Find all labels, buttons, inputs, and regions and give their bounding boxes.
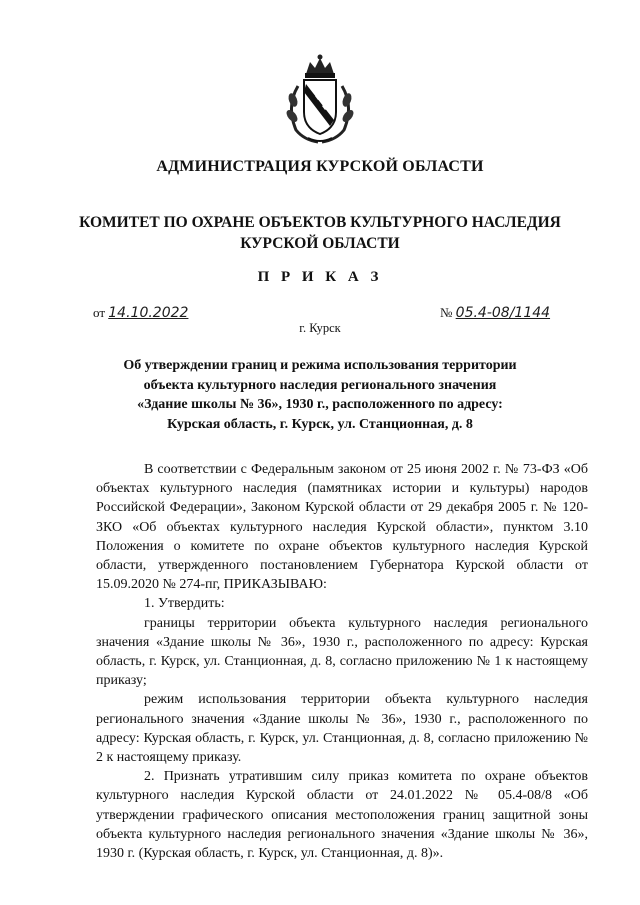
body-paragraph: 1. Утвердить: (144, 596, 225, 612)
order-subject (0, 356, 640, 434)
body-paragraph: границы территории объекта культурного наследия регионального значения «Здание школы № 36», 1930 г., расположенного по адресу: Курская область, г. Курск, ул. Станционная, д. 8, согласно приложению № 1 к настоящему приказу; (96, 615, 588, 689)
subject-line3: «Здание школы № 36», 1930 г., расположенного по адресу: (137, 397, 503, 412)
subject-line2: объекта культурного наследия регионального значения (143, 377, 497, 393)
committee-title-line2: КУРСКОЙ ОБЛАСТИ (240, 235, 400, 252)
administration-title: АДМИНИСТРАЦИЯ КУРСКОЙ ОБЛАСТИ (156, 158, 484, 175)
order-date (93, 305, 188, 321)
document-type: П Р И К А З (257, 269, 383, 285)
order-body (96, 460, 588, 863)
body-paragraph: 2. Признать утратившим силу приказ комитета по охране объектов культурного наследия Курской области от 24.01.2022 № 05.4-08/8 «Об утверждении графического описания местоположения границ защитной зоны объекта культурного наследия регионального значения «Здание школы № 36», 1930 г. (Курская область, г. Курск, ул. Станционная, д. 8)». (96, 769, 588, 862)
kursk-coat-of-arms-icon (282, 52, 358, 144)
committee-title (0, 212, 640, 254)
date-prefix: от (93, 305, 106, 320)
committee-title-line1: КОМИТЕТ ПО ОХРАНЕ ОБЪЕКТОВ КУЛЬТУРНОГО НАСЛЕДИЯ (79, 214, 561, 231)
order-number (440, 305, 550, 321)
subject-line4: Курская область, г. Курск, ул. Станционная, д. 8 (167, 416, 473, 432)
body-paragraph: В соответствии с Федеральным законом от 25 июня 2002 г. № 73-ФЗ «Об объектах культурного наследия (памятниках истории и культуры) народов Российской Федерации», Законом Курской области от 29 декабря 2005 г. № 120-ЗКО «Об объектах культурного наследия Курской области», пунктом 3.10 Положения о комитете по охране объектов культурного наследия Курской области, утвержденного постановлением Губернатора Курской области от 15.09.2020 № 274-пг, ПРИКАЗЫВАЮ: (96, 462, 588, 593)
body-paragraph: режим использования территории объекта культурного наследия регионального значения «Здание школы № 36», 1930 г., расположенного по адресу: Курская область, г. Курск, ул. Станционная, д. 8, согласно приложению № 2 к настоящему приказу. (96, 692, 588, 766)
date-value: 14.10.2022 (108, 305, 189, 321)
number-value: 05.4-08/1144 (455, 305, 551, 321)
number-prefix: № (440, 305, 453, 320)
city: г. Курск (299, 321, 341, 335)
subject-line1: Об утверждении границ и режима использования территории (123, 358, 517, 373)
